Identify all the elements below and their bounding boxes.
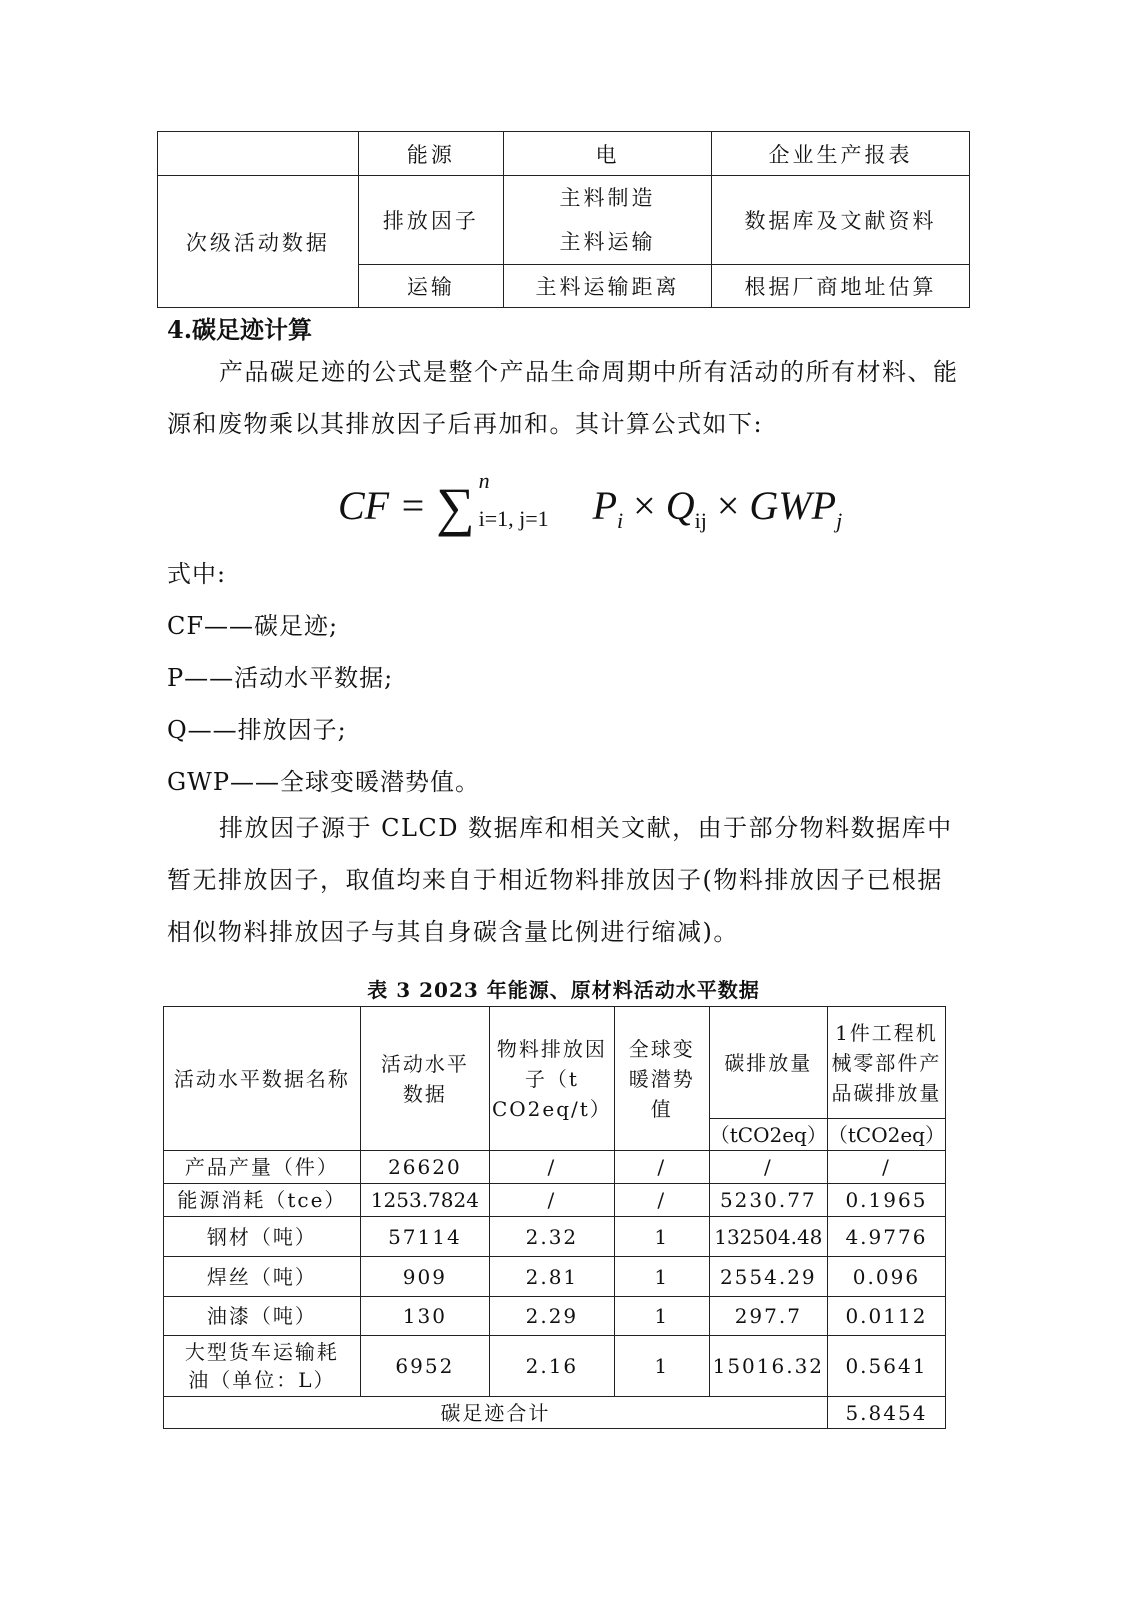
table-cell: 1 <box>614 1336 709 1397</box>
legend-item: P——活动水平数据; <box>167 664 394 692</box>
formula-lhs: CF = <box>338 483 427 528</box>
table-cell: 大型货车运输耗油（单位：L） <box>164 1336 361 1397</box>
upper-limit: n <box>478 468 490 493</box>
table-cell: / <box>489 1184 614 1217</box>
table-row <box>158 176 970 265</box>
header-cell: 全球变暖潜势值 <box>614 1007 709 1151</box>
times-symbol: × <box>633 483 656 528</box>
paragraph <box>167 802 967 958</box>
table-row <box>164 1257 946 1297</box>
table-cell <box>504 176 712 265</box>
unit-cell: （tCO2eq） <box>827 1119 945 1151</box>
table-cell: 1253.7824 <box>360 1184 489 1217</box>
formula-term: Q <box>665 483 695 528</box>
header-cell: 1件工程机械零部件产品碳排放量 <box>827 1007 945 1119</box>
formula <box>338 468 843 538</box>
legend-item: CF——碳足迹; <box>167 612 339 640</box>
header-cell: 活动水平数据 <box>360 1007 489 1151</box>
legend-item: GWP——全球变暖潜势值。 <box>167 768 480 796</box>
legend-item: Q——排放因子; <box>167 716 347 744</box>
header-cell: 碳排放量 <box>709 1007 827 1119</box>
table-row <box>164 1151 946 1184</box>
table-cell: 15016.32 <box>709 1336 827 1397</box>
table-cell: 企业生产报表 <box>711 132 969 176</box>
emission-table <box>163 1006 946 1429</box>
table-cell: 297.7 <box>709 1297 827 1336</box>
table-cell: 0.1965 <box>827 1184 945 1217</box>
table-cell: 运输 <box>358 265 503 308</box>
activity-data-table <box>157 131 970 308</box>
formula-subscript: j <box>836 508 843 533</box>
table-cell: / <box>489 1151 614 1184</box>
table-cell: 2.16 <box>489 1336 614 1397</box>
table-total-row <box>164 1397 946 1429</box>
table-cell <box>158 132 359 176</box>
table-cell: 5230.77 <box>709 1184 827 1217</box>
table-cell: 57114 <box>360 1217 489 1257</box>
formula-subscript: i <box>617 508 624 533</box>
table-cell: 油漆（吨） <box>164 1297 361 1336</box>
sum-limits <box>475 468 593 531</box>
table-cell: 132504.48 <box>709 1217 827 1257</box>
table-cell: 数据库及文献资料 <box>711 176 969 265</box>
table-cell: 2.32 <box>489 1217 614 1257</box>
table-cell: 主料运输距离 <box>504 265 712 308</box>
table-cell: 根据厂商地址估算 <box>711 265 969 308</box>
table-cell: / <box>614 1151 709 1184</box>
table-cell: 电 <box>504 132 712 176</box>
table-cell: / <box>709 1151 827 1184</box>
table-cell: 能源消耗（tce） <box>164 1184 361 1217</box>
table-cell: 排放因子 <box>358 176 503 265</box>
paragraph-text: 排放因子源于 CLCD 数据库和相关文献，由于部分物料数据库中暂无排放因子，取值均来自于相近物料排放因子(物料排放因子已根据相似物料排放因子与其自身碳含量比例进行缩减)。 <box>167 814 953 946</box>
lower-limit: i=1, j=1 <box>478 506 549 531</box>
paragraph <box>167 346 967 450</box>
table-cell: 产品产量（件） <box>164 1151 361 1184</box>
table-cell: 次级活动数据 <box>158 176 359 308</box>
table-cell: 1 <box>614 1217 709 1257</box>
section-heading: 4.碳足迹计算 <box>167 315 313 344</box>
table-row <box>164 1184 946 1217</box>
table-cell: 909 <box>360 1257 489 1297</box>
table-header-row <box>164 1007 946 1119</box>
table-cell: 0.0112 <box>827 1297 945 1336</box>
table-caption: 表 3 2023 年能源、原材料活动水平数据 <box>367 978 760 1002</box>
paragraph-text: 产品碳足迹的公式是整个产品生命周期中所有活动的所有材料、能源和废物乘以其排放因子后再加和。其计算公式如下: <box>167 358 959 438</box>
header-cell: 物料排放因子（t CO2eq/t） <box>489 1007 614 1151</box>
sigma-symbol: ∑ <box>436 477 475 537</box>
unit-cell: （tCO2eq） <box>709 1119 827 1151</box>
table-cell: 130 <box>360 1297 489 1336</box>
table-cell: 26620 <box>360 1151 489 1184</box>
header-cell: 活动水平数据名称 <box>164 1007 361 1151</box>
cell-line: 主料运输 <box>559 230 656 254</box>
table-cell: 1 <box>614 1257 709 1297</box>
table-cell: 2.29 <box>489 1297 614 1336</box>
total-label: 碳足迹合计 <box>164 1397 828 1429</box>
table-cell: 钢材（吨） <box>164 1217 361 1257</box>
table-cell: / <box>614 1184 709 1217</box>
table-cell: 2554.29 <box>709 1257 827 1297</box>
table-cell: 2.81 <box>489 1257 614 1297</box>
table-cell: 6952 <box>360 1336 489 1397</box>
formula-term: P <box>592 483 618 528</box>
times-symbol: × <box>716 483 740 528</box>
table-cell: 4.9776 <box>827 1217 945 1257</box>
legend-intro: 式中: <box>167 560 227 588</box>
table-row <box>158 132 970 176</box>
formula-subscript: ij <box>694 508 707 533</box>
table-row <box>164 1217 946 1257</box>
table-cell: 能源 <box>358 132 503 176</box>
table-cell: 焊丝（吨） <box>164 1257 361 1297</box>
table-cell: 0.5641 <box>827 1336 945 1397</box>
table-cell: 1 <box>614 1297 709 1336</box>
formula-term: GWP <box>749 483 837 528</box>
table-row <box>164 1336 946 1397</box>
total-value: 5.8454 <box>827 1397 945 1429</box>
table-cell: / <box>827 1151 945 1184</box>
cell-line: 主料制造 <box>559 186 656 210</box>
table-row <box>164 1297 946 1336</box>
table-cell: 0.096 <box>827 1257 945 1297</box>
